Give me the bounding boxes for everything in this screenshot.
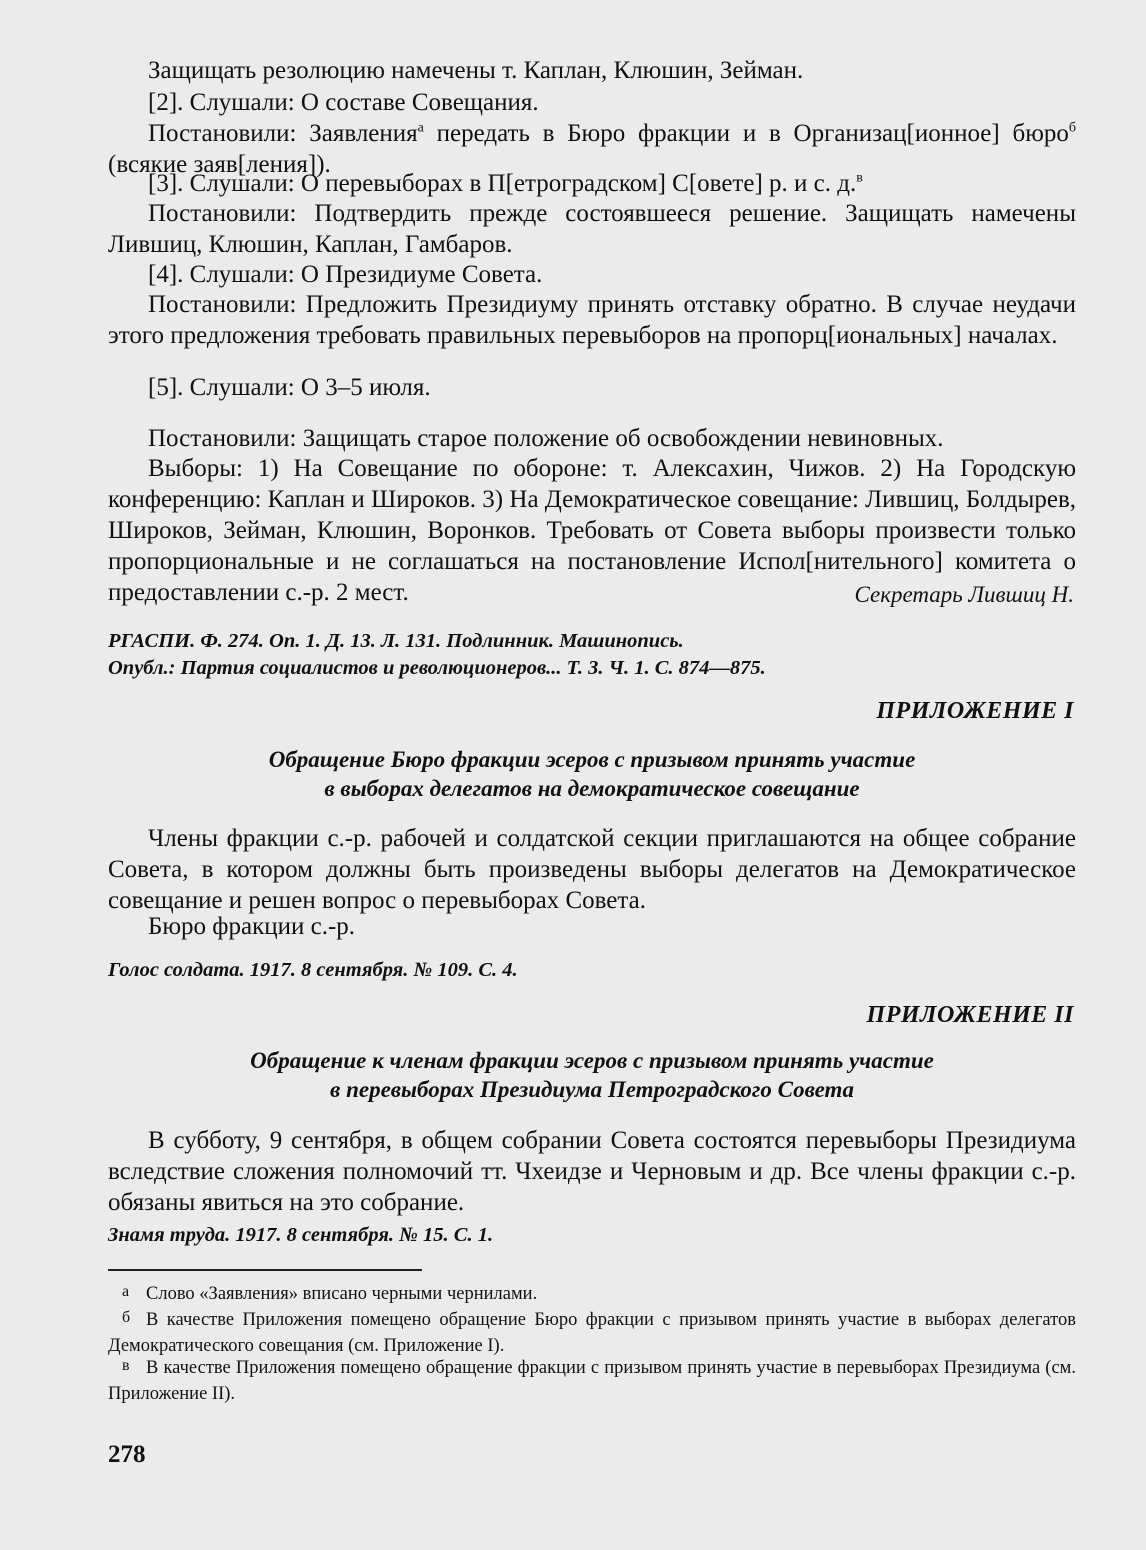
- footnote-marker: в: [122, 1357, 130, 1374]
- signature: Секретарь Лившиц Н.: [854, 582, 1074, 607]
- appendix-2-text: В субботу, 9 сентября, в общем собрании Совета состоятся перевыборы Президиума вследствие сложения полномочий тт. Чхеидзе и Черновым и др. Все члены фракции с.-р. обязаны явиться на это собрание.: [108, 1127, 1076, 1216]
- footnote-b: [108, 1305, 1076, 1359]
- appendix-1-text: Члены фракции с.-р. рабочей и солдатской секции приглашаются на общее собрание Совета, в котором должны быть произведены выборы делегатов на Демократическое совещание и решен вопрос о перевыборах Совета.: [108, 825, 1076, 914]
- footnote-text: В качестве Приложения помещено обращение фракции с призывом принять участие в перевыборах Президиума (см. Приложение II).: [108, 1358, 1076, 1404]
- body-paragraph-9: Постановили: Защищать старое положение об освобождении невиновных.: [148, 425, 944, 452]
- footnote-a: [108, 1279, 1076, 1307]
- footnote-text: Слово «Заявления» вписано черными чернилами.: [146, 1284, 538, 1304]
- appendix-1-signature: Бюро фракции с.-р.: [148, 913, 356, 940]
- appendix-1-source: Голос солдата. 1917. 8 сентября. № 109. С. 4.: [108, 959, 518, 981]
- footnote-marker: б: [122, 1309, 131, 1326]
- appendix-2-title-line-2: в перевыборах Президиума Петроградского Совета: [330, 1077, 854, 1102]
- body-paragraph-7: Постановили: Предложить Президиуму принять отставку обратно. В случае неудачи этого предложения требовать правильных перевыборов на пропорц[иональных] началах.: [108, 291, 1076, 349]
- text-run: Постановили: Заявления: [148, 120, 418, 147]
- body-paragraph-2: [2]. Слушали: О составе Совещания.: [148, 89, 539, 116]
- body-paragraph-4: [108, 168, 1076, 199]
- archive-source: РГАСПИ. Ф. 274. Оп. 1. Д. 13. Л. 131. Подлинник. Машинопись.: [108, 630, 684, 652]
- appendix-1-title-line-1: Обращение Бюро фракции эсеров с призывом принять участие: [268, 747, 916, 772]
- body-paragraph-1: Защищать резолюцию намечены т. Каплан, Клюшин, Зейман.: [148, 57, 804, 84]
- appendix-2-title-line-1: Обращение к членам фракции эсеров с призывом принять участие: [250, 1048, 934, 1073]
- appendix-1-label: ПРИЛОЖЕНИЕ I: [876, 698, 1074, 724]
- appendix-1-title-line-2: в выборах делегатов на демократическое совещание: [324, 776, 860, 801]
- body-paragraph-8: [5]. Слушали: О 3–5 июля.: [148, 374, 431, 401]
- footnote-divider: [108, 1269, 422, 1271]
- body-paragraph-10: Выборы: 1) На Совещание по обороне: т. Алексахин, Чижов. 2) На Городскую конференцию: Каплан и Широков. 3) На Демократическое совещание: Лившиц, Болдырев, Широков, Зейман, Клюшин, Воронков. Требовать от Совета выборы произвести только пропорциональные и не соглашаться на постановление Испол[нительного] комитета о предоставлении с.-р. 2 мест.: [108, 455, 1076, 606]
- footnote-v: [108, 1353, 1076, 1407]
- appendix-2-label: ПРИЛОЖЕНИЕ II: [866, 1002, 1074, 1028]
- page-number: 278: [108, 1441, 146, 1468]
- footnote-mark-v: в: [856, 170, 863, 186]
- appendix-2-source: Знамя труда. 1917. 8 сентября. № 15. С. 1.: [108, 1224, 494, 1246]
- text-run: передать в Бюро фракции и в Организац[ионное] бюро: [423, 120, 1069, 147]
- publication-source: Опубл.: Партия социалистов и революционеров... Т. 3. Ч. 1. С. 874—875.: [108, 657, 766, 679]
- text-run: [3]. Слушали: О перевыборах в П[етроградском] С[овете] р. и с. д.: [148, 170, 857, 197]
- footnote-text: В качестве Приложения помещено обращение Бюро фракции с призывом принять участие в выборах делегатов Демократического совещания (см. Приложение I).: [108, 1310, 1076, 1356]
- footnote-mark-b: б: [1068, 120, 1077, 136]
- text-run: (всякие заяв[ления]).: [108, 151, 331, 178]
- footnote-mark-a: а: [417, 120, 424, 136]
- footnote-marker: а: [122, 1283, 130, 1300]
- body-paragraph-5: Постановили: Подтвердить прежде состоявшееся решение. Защищать намечены Лившиц, Клюшин, Каплан, Гамбаров.: [108, 200, 1076, 258]
- body-paragraph-6: [4]. Слушали: О Президиуме Совета.: [148, 261, 543, 288]
